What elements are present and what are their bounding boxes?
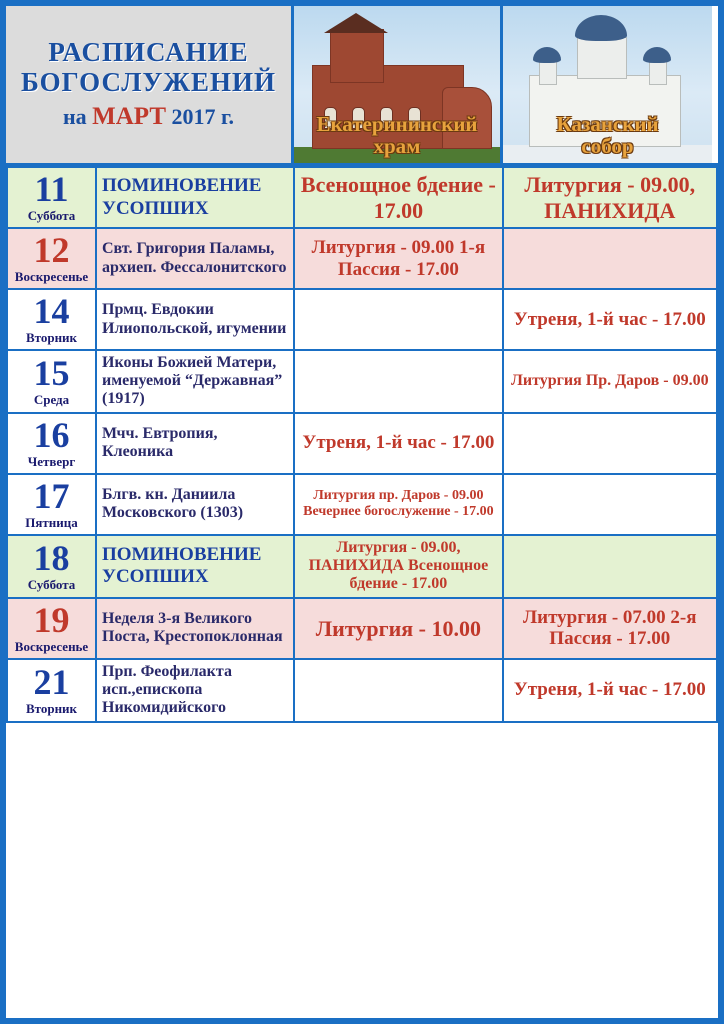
schedule-table xyxy=(6,166,718,723)
feast-text: Мчч. Евтропия, Клеоника xyxy=(102,424,218,461)
table-row xyxy=(7,413,717,474)
date-cell xyxy=(7,659,96,722)
service-cell-kazansky xyxy=(503,598,717,659)
feast-cell xyxy=(96,535,294,598)
day-number: 15 xyxy=(33,352,70,393)
date-cell xyxy=(7,350,96,413)
feast-cell xyxy=(96,350,294,413)
title-block xyxy=(6,6,294,163)
table-row xyxy=(7,598,717,659)
day-number: 19 xyxy=(33,599,70,640)
title-prefix: на xyxy=(62,103,93,129)
weekday-label: Пятница xyxy=(25,514,78,530)
table-row xyxy=(7,474,717,535)
title-line-3 xyxy=(63,103,234,131)
weekday-label: Среда xyxy=(33,391,70,407)
title-line-1: РАСПИСАНИЕ xyxy=(48,37,249,68)
service-text: Литургия - 07.00 2-я Пассия - 17.00 xyxy=(523,606,697,650)
table-row xyxy=(7,289,717,350)
caption-line-1: Екатерининский xyxy=(316,112,478,137)
service-cell-kazansky xyxy=(503,289,717,350)
photo-kazansky-cathedral xyxy=(503,6,712,163)
title-year: 2017 г. xyxy=(166,103,235,129)
photo-caption-ekaterininsky xyxy=(294,114,500,157)
feast-text: Прп. Феофилакта исп.,епископа Никомидийского xyxy=(102,662,232,717)
photo-ekaterininsky-temple xyxy=(294,6,503,163)
feast-text: Блгв. кн. Даниила Московского (1303) xyxy=(102,485,244,522)
feast-text: ПОМИНОВЕНИЕ УСОПШИХ xyxy=(102,175,262,219)
service-cell-ekaterininsky xyxy=(294,289,502,350)
service-cell-kazansky xyxy=(503,413,717,474)
service-cell-kazansky xyxy=(503,350,717,413)
feast-cell xyxy=(96,228,294,289)
date-cell xyxy=(7,474,96,535)
service-cell-kazansky xyxy=(503,659,717,722)
date-cell xyxy=(7,228,96,289)
service-text: Литургия Пр. Даров - 09.00 xyxy=(510,372,709,390)
table-row xyxy=(7,659,717,722)
feast-cell xyxy=(96,659,294,722)
feast-cell xyxy=(96,598,294,659)
day-number: 11 xyxy=(34,169,69,209)
photo-caption-kazansky xyxy=(503,114,712,157)
service-text: Утреня, 1-й час - 17.00 xyxy=(513,308,706,330)
temple-tower xyxy=(330,29,384,83)
table-row xyxy=(7,350,717,413)
service-text: Литургия пр. Даров - 09.00 Вечернее богослужение - 17.00 xyxy=(303,488,494,520)
weekday-label: Вторник xyxy=(25,330,78,345)
service-cell-kazansky xyxy=(503,474,717,535)
date-cell xyxy=(7,413,96,474)
service-cell-ekaterininsky xyxy=(294,598,502,659)
date-cell xyxy=(7,289,96,350)
day-number: 16 xyxy=(33,414,70,455)
day-number: 21 xyxy=(33,661,70,702)
weekday-label: Воскресенье xyxy=(14,638,89,654)
caption-line-1: Казанский xyxy=(556,112,659,137)
poster-header xyxy=(6,6,718,166)
service-text: Утреня, 1-й час - 17.00 xyxy=(513,679,706,701)
service-cell-kazansky xyxy=(503,228,717,289)
service-text: Литургия - 09.00, ПАНИХИДА xyxy=(524,172,696,223)
table-row xyxy=(7,535,717,598)
day-number: 17 xyxy=(33,475,70,516)
weekday-label: Суббота xyxy=(27,576,76,592)
service-cell-ekaterininsky xyxy=(294,474,502,535)
caption-line-2: храм xyxy=(373,133,421,158)
weekday-label: Вторник xyxy=(25,700,78,716)
service-text: Литургия - 09.00 1-я Пассия - 17.00 xyxy=(311,236,486,280)
table-row xyxy=(7,167,717,228)
service-cell-ekaterininsky xyxy=(294,413,502,474)
service-text: Литургия - 10.00 xyxy=(315,615,481,641)
caption-line-2: собор xyxy=(581,133,634,158)
service-cell-ekaterininsky xyxy=(294,350,502,413)
service-text: Утреня, 1-й час - 17.00 xyxy=(302,432,495,454)
date-cell xyxy=(7,535,96,598)
feast-text: ПОМИНОВЕНИЕ УСОПШИХ xyxy=(102,543,262,588)
date-cell xyxy=(7,167,96,228)
weekday-label: Воскресенье xyxy=(14,269,89,284)
service-cell-ekaterininsky xyxy=(294,167,502,228)
weekday-label: Четверг xyxy=(27,453,76,469)
feast-cell xyxy=(96,167,294,228)
title-month: МАРТ xyxy=(92,102,167,130)
feast-text: Иконы Божией Матери, именуемой “Державная” (1917) xyxy=(102,354,283,408)
weekday-label: Суббота xyxy=(27,208,76,223)
feast-text: Свт. Григория Паламы, архиеп. Фессалонитского xyxy=(102,240,287,276)
service-text: Литургия - 09.00, ПАНИХИДА Всенощное бдение - 17.00 xyxy=(308,538,489,593)
feast-text: Неделя 3-я Великого Поста, Крестопоклонная xyxy=(102,610,283,646)
day-number: 18 xyxy=(33,537,70,578)
service-text: Всенощное бдение - 17.00 xyxy=(300,172,496,223)
feast-cell xyxy=(96,289,294,350)
table-row xyxy=(7,228,717,289)
feast-cell xyxy=(96,474,294,535)
temple-roof xyxy=(324,13,388,33)
day-number: 14 xyxy=(33,291,70,331)
title-line-2: БОГОСЛУЖЕНИЙ xyxy=(21,66,276,97)
service-cell-ekaterininsky xyxy=(294,659,502,722)
feast-cell xyxy=(96,413,294,474)
service-cell-ekaterininsky xyxy=(294,228,502,289)
service-cell-ekaterininsky xyxy=(294,535,502,598)
feast-text: Прмц. Евдокии Илиопольской, игумении xyxy=(102,301,287,337)
cathedral-drum xyxy=(577,37,627,79)
day-number: 12 xyxy=(33,230,70,270)
service-cell-kazansky xyxy=(503,167,717,228)
service-cell-kazansky xyxy=(503,535,717,598)
date-cell xyxy=(7,598,96,659)
